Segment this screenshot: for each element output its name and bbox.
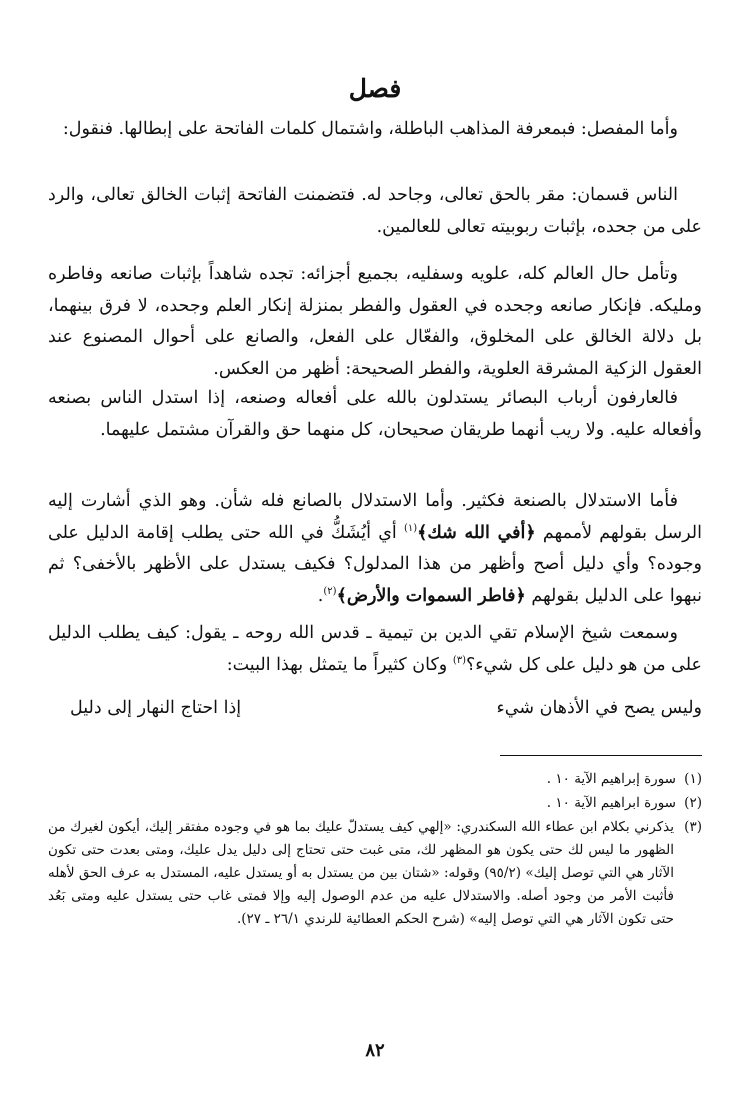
paragraph-5: [48, 486, 702, 612]
footnote-1-number: (١): [684, 771, 702, 787]
footnote-ref-2: (٢): [323, 585, 337, 597]
footnote-ref-3: (٣): [452, 654, 466, 666]
paragraph-4: فالعارفون أرباب البصائر يستدلون بالله على أفعاله وصنعه، إذا استدل الناس بصنعه وأفعاله عليه. ولا ريب أنهما طريقان صحيحان، كل منهما حق والقرآن مشتمل عليهما.: [48, 388, 702, 440]
paragraph-6-text-b: وكان كثيراً ما يتمثل بهذا البيت:: [226, 654, 453, 675]
footnote-3: [48, 816, 702, 931]
paragraph-5-text-c: .: [317, 585, 324, 606]
paragraph-2: الناس قسمان: مقر بالحق تعالى، وجاحد له. فتضمنت الفاتحة إثبات الخالق تعالى، والرد على من جحده، بإثبات ربوبيته تعالى للعالمين.: [48, 185, 702, 237]
footnote-1: [48, 768, 702, 791]
footnote-2-number: (٢): [684, 795, 702, 811]
quran-quote-1: ﴿أفي الله شك﴾: [417, 522, 536, 543]
quran-quote-2: ﴿فاطر السموات والأرض﴾: [336, 585, 526, 606]
footnote-2: [48, 792, 702, 815]
paragraph-1: وأما المفصل: فبمعرفة المذاهب الباطلة، واشتمال كلمات الفاتحة على إبطالها. فنقول:: [62, 119, 678, 139]
paragraph-5-text-a: فأما الاستدلال بالصنعة فكثير. وأما الاستدلال بالصانع فله شأن. وهو الذي أشارت إليه الرسل بقولهم لأممهم: [48, 491, 702, 543]
paragraph-5-text-b: أي أيُشَكُّ في الله حتى يطلب إقامة الدليل على وجوده؟ وأي دليل أصح وأظهر من هذا المدلول؟ فكيف يستدل على الأظهر بالأخفى؟ ثم نبهوا على الدليل بقولهم: [48, 522, 702, 606]
footnote-3-text: يذكرني بكلام ابن عطاء الله السكندري: «إلهي كيف يستدلّ عليك بما هو في وجوده مفتقر إليك، أيكون لغيرك من الظهور ما ليس لك حتى يكون هو المظهر لك، متى غبت حتى تحتاج إلى دليل يدل عليك، ومتى بعدت حتى تكون الآثار هي التي توصل إليك» (٩٥/٢) وقوله: «شتان بين من يستدل به أو يستدل عليه، المستدل به عرف الحق لأهله فأثبت الأمر من وجود أصله. والاستدلال عليه من عدم الوصول إليه وإلا فمتى غاب حتى يستدل عليه ومتى بَعُد حتى تكون الآثار هي التي توصل إليه» (شرح الحكم العطائية للرندي ٢٦/١ ـ ٢٧).: [48, 819, 674, 927]
footnote-2-text: سورة ابراهيم الآية ١٠ .: [546, 795, 676, 811]
footnote-3-number: (٣): [684, 819, 702, 835]
paragraph-6-text-a: وسمعت شيخ الإسلام تقي الدين بن تيمية ـ قدس الله روحه ـ يقول: كيف يطلب الدليل على من هو دليل على كل شيء؟: [48, 623, 702, 675]
footnote-separator: [500, 755, 702, 756]
paragraph-6: [48, 618, 702, 681]
verse-first-hemistich: وليس يصح في الأذهان شيء: [496, 698, 702, 718]
paragraph-3: وتأمل حال العالم كله، علويه وسفليه، بجميع أجزائه: تجده شاهداً بإثبات صانعه وفاطره ومليكه. فإنكار صانعه وجحده في العقول والفطر بمنزلة إنكار العلم وجحده، لا فرق بينهما، بل دلالة الخالق على المخلوق، والفعّال على الفعل، والصانع على أحوال المصنوع عند العقول الزكية المشرقة العلوية، والفطر الصحيحة: أظهر من العكس.: [48, 264, 702, 379]
section-heading: فصل: [348, 74, 402, 103]
footnote-1-text: سورة إبراهيم الآية ١٠ .: [546, 771, 676, 787]
page-number: ٨٢: [365, 1040, 385, 1061]
verse-second-hemistich: إذا احتاج النهار إلى دليل: [70, 698, 242, 718]
footnote-ref-1: (١): [403, 522, 418, 534]
